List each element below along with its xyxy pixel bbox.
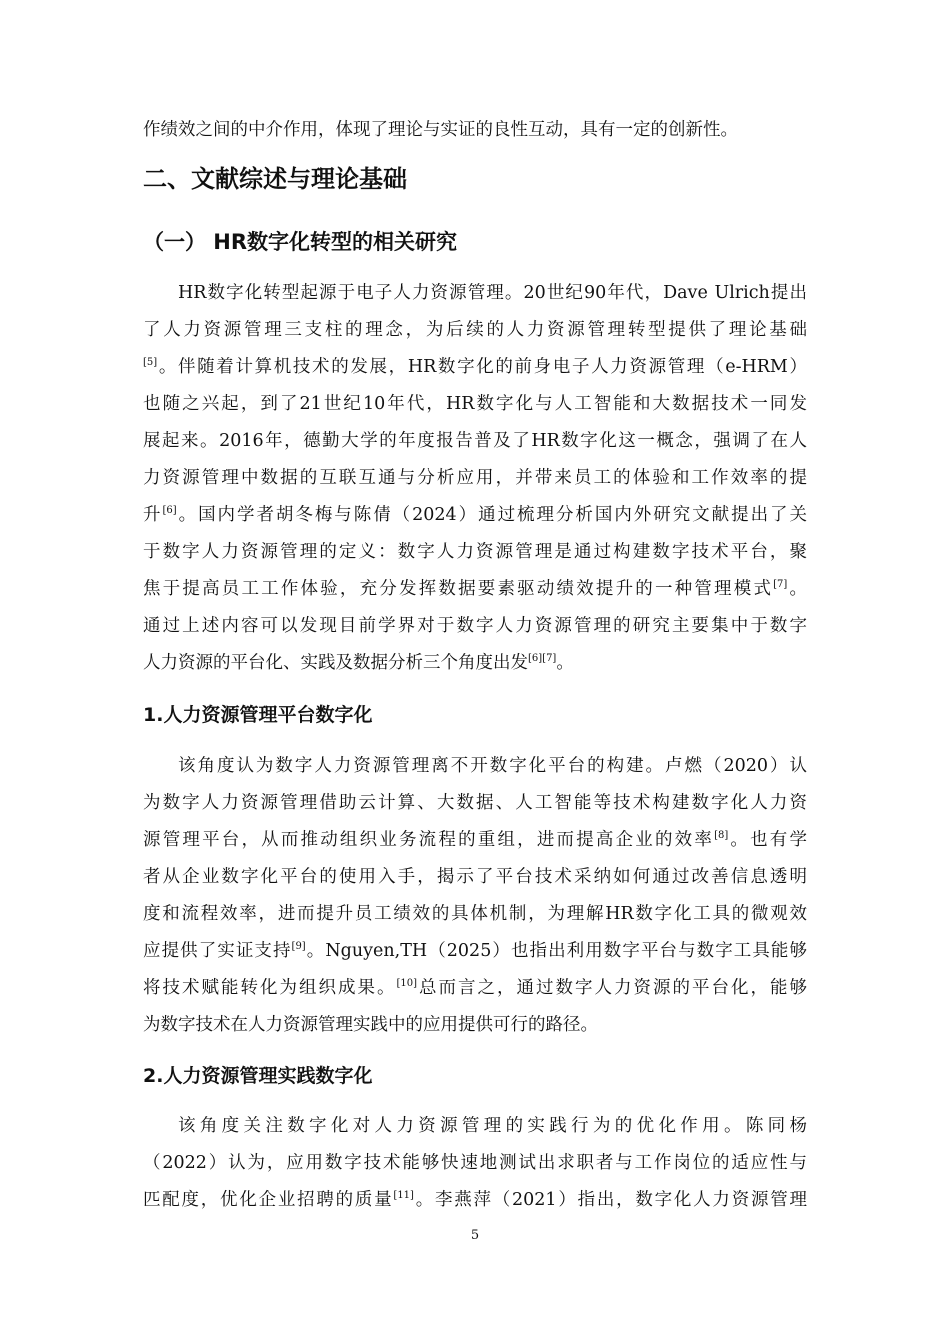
citation-ref: [10]	[396, 978, 418, 989]
paragraph-text: 。伴随着计算机技术的发展，HR数字化的前身电子人力资源管理（e-HRM）	[157, 357, 807, 377]
citation-ref: [5]	[143, 357, 158, 368]
paragraph-text: 。	[787, 579, 808, 599]
paragraph-line: 为数字人力资源管理借助云计算、大数据、人工智能等技术构建数字化人力资	[143, 793, 807, 813]
paragraph-text: 总而言之，通过数字人力资源的平台化，能够	[417, 978, 808, 998]
paragraph-line	[143, 937, 807, 965]
paragraph-line	[143, 974, 807, 1002]
paragraph-line	[143, 353, 807, 381]
citation-ref: [11]	[393, 1190, 414, 1201]
paragraph-line: 该角度认为数字人力资源管理离不开数字化平台的构建。卢燃（2020）认	[178, 756, 807, 776]
paragraph-line: 也随之兴起，到了21世纪10年代，HR数字化与人工智能和大数据技术一同发	[143, 394, 807, 414]
citation-ref: [9]	[291, 941, 306, 952]
paragraph-line: 了人力资源管理三支柱的理念，为后续的人力资源管理转型提供了理论基础	[143, 320, 807, 340]
paragraph-line	[143, 649, 807, 677]
paragraph-text: 。也有学	[728, 830, 808, 850]
citation-ref: [6][7]	[528, 653, 557, 664]
paragraph-line: HR数字化转型起源于电子人力资源管理。20世纪90年代，Dave Ulrich提出	[178, 283, 807, 303]
paragraph-text: 。Nguyen,TH（2025）也指出利用数字平台与数字工具能够	[305, 941, 807, 961]
citation-ref: [8]	[714, 830, 729, 841]
paragraph-line	[143, 575, 807, 603]
paragraph-line: （2022）认为，应用数字技术能够快速地测试出求职者与工作岗位的适应性与	[143, 1153, 807, 1173]
paragraph-line: 于数字人力资源管理的定义：数字人力资源管理是通过构建数字技术平台，聚	[143, 542, 807, 562]
paragraph-line: 为数字技术在人力资源管理实践中的应用提供可行的路径。	[143, 1015, 598, 1035]
paragraph-text: 人力资源的平台化、实践及数据分析三个角度出发	[143, 653, 528, 673]
paragraph-text: 升	[143, 505, 163, 525]
paragraph-line	[143, 501, 807, 529]
paragraph-line: 通过上述内容可以发现目前学界对于数字人力资源管理的研究主要集中于数字	[143, 616, 807, 636]
paragraph-line: 者从企业数字化平台的使用入手，揭示了平台技术采纳如何通过改善信息透明	[143, 867, 807, 887]
paragraph-text: 。	[556, 653, 574, 673]
page-number: 5	[470, 1228, 480, 1243]
subsection-heading: （一） HR数字化转型的相关研究	[143, 230, 458, 254]
paragraph-line: 力资源管理中数据的互联互通与分析应用，并带来员工的体验和工作效率的提	[143, 468, 807, 488]
paragraph-text: 应提供了实证支持	[143, 941, 292, 961]
heading-platform-digitalization: 1.人力资源管理平台数字化	[143, 704, 373, 726]
paragraph-text: 焦于提高员工工作体验，充分发挥数据要素驱动绩效提升的一种管理模式	[143, 579, 774, 599]
paragraph-line	[143, 826, 807, 854]
paragraph-line: 该角度关注数字化对人力资源管理的实践行为的优化作用。陈同杨	[178, 1116, 807, 1136]
paragraph-line: 展起来。2016年，德勤大学的年度报告普及了HR数字化这一概念，强调了在人	[143, 431, 807, 451]
intro-tail-line: 作绩效之间的中介作用，体现了理论与实证的良性互动，具有一定的创新性。	[143, 120, 738, 140]
section-heading: 二、文献综述与理论基础	[143, 165, 407, 193]
citation-ref: [7]	[773, 579, 788, 590]
paragraph-text: 将技术赋能转化为组织成果。	[143, 978, 397, 998]
heading-practice-digitalization: 2.人力资源管理实践数字化	[143, 1065, 373, 1087]
citation-ref: [6]	[162, 505, 177, 516]
paragraph-line: 度和流程效率，进而提升员工绩效的具体机制，为理解HR数字化工具的微观效	[143, 904, 807, 924]
paragraph-text: 。国内学者胡冬梅与陈倩（2024）通过梳理分析国内外研究文献提出了关	[176, 505, 807, 525]
paragraph-text: 匹配度，优化企业招聘的质量	[143, 1190, 394, 1210]
paragraph-text: 。李燕萍（2021）指出，数字化人力资源管理	[413, 1190, 807, 1210]
paragraph-line	[143, 1186, 807, 1214]
paragraph-text: 源管理平台，从而推动组织业务流程的重组，进而提高企业的效率	[143, 830, 715, 850]
